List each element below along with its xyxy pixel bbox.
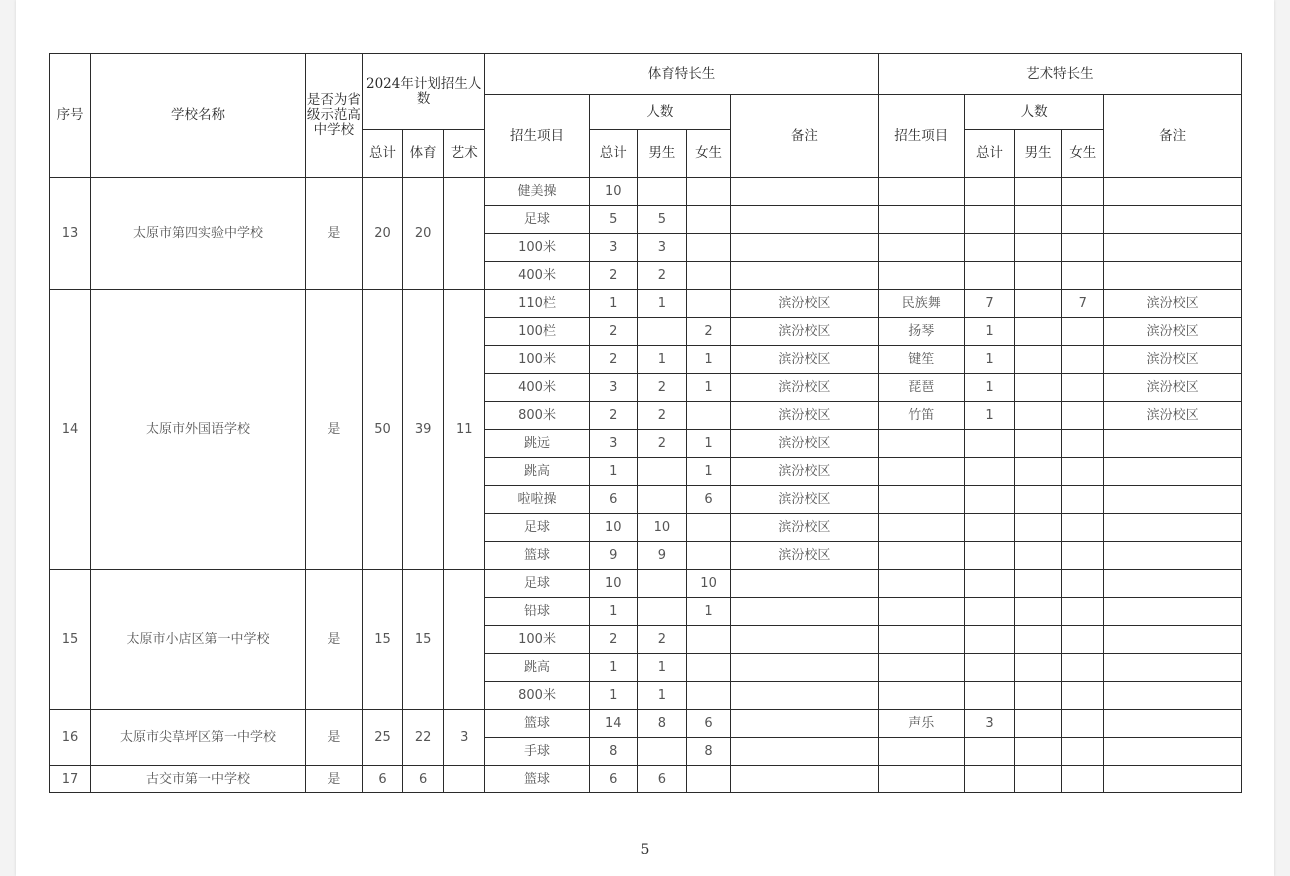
demo-school-cell: 是 [305,290,362,570]
art-project-cell [878,738,964,766]
enrollment-table [49,53,1242,793]
header-art-male: 男生 [1015,130,1062,178]
header-sport-male: 男生 [637,130,686,178]
sport-total-cell: 1 [589,682,637,710]
header-seq: 序号 [50,54,91,178]
sport-project-cell: 400米 [485,374,589,402]
sport-male-cell: 3 [637,234,686,262]
plan-sport-cell: 6 [403,766,444,793]
sport-female-cell [687,206,731,234]
art-note-cell [1104,206,1242,234]
art-female-cell [1062,738,1104,766]
art-total-cell [964,514,1014,542]
sport-total-cell: 9 [589,542,637,570]
header-sport-note: 备注 [731,95,879,178]
art-project-cell: 民族舞 [878,290,964,318]
sport-male-cell: 6 [637,766,686,793]
sport-male-cell [637,458,686,486]
art-project-cell [878,486,964,514]
sport-total-cell: 6 [589,766,637,793]
sport-project-cell: 跳远 [485,430,589,458]
art-note-cell: 滨汾校区 [1104,290,1242,318]
sport-note-cell [731,234,879,262]
plan-art-cell [444,766,485,793]
sport-note-cell [731,206,879,234]
sport-note-cell: 滨汾校区 [731,374,879,402]
sport-male-cell [637,598,686,626]
header-art-female: 女生 [1062,130,1104,178]
art-female-cell: 7 [1062,290,1104,318]
school-name-cell: 太原市第四实验中学校 [91,178,306,290]
sport-project-cell: 铅球 [485,598,589,626]
art-project-cell [878,430,964,458]
art-note-cell [1104,626,1242,654]
art-note-cell: 滨汾校区 [1104,318,1242,346]
art-male-cell [1015,654,1062,682]
sport-project-cell: 足球 [485,206,589,234]
sport-male-cell: 2 [637,626,686,654]
header-plan-sport: 体育 [403,130,444,178]
plan-sport-cell: 39 [403,290,444,570]
sport-note-cell [731,262,879,290]
art-note-cell [1104,178,1242,206]
art-note-cell: 滨汾校区 [1104,402,1242,430]
sport-note-cell [731,570,879,598]
sport-project-cell: 足球 [485,570,589,598]
art-total-cell: 1 [964,374,1014,402]
sport-total-cell: 2 [589,626,637,654]
sport-note-cell [731,598,879,626]
table-row [50,710,1242,738]
sport-total-cell: 2 [589,318,637,346]
art-project-cell [878,682,964,710]
art-male-cell [1015,626,1062,654]
sport-project-cell: 100米 [485,346,589,374]
sport-male-cell: 1 [637,290,686,318]
sport-female-cell [687,542,731,570]
seq-cell: 13 [50,178,91,290]
art-note-cell [1104,682,1242,710]
art-male-cell [1015,346,1062,374]
art-male-cell [1015,458,1062,486]
header-art-project: 招生项目 [878,95,964,178]
seq-cell: 16 [50,710,91,766]
art-female-cell [1062,234,1104,262]
sport-female-cell: 6 [687,710,731,738]
sport-project-cell: 健美操 [485,178,589,206]
art-total-cell: 1 [964,402,1014,430]
sport-project-cell: 100米 [485,626,589,654]
sport-note-cell: 滨汾校区 [731,346,879,374]
table-body [50,178,1242,793]
art-total-cell [964,206,1014,234]
plan-total-cell: 6 [362,766,402,793]
plan-total-cell: 25 [362,710,402,766]
art-total-cell: 1 [964,346,1014,374]
seq-cell: 15 [50,570,91,710]
sport-male-cell: 2 [637,374,686,402]
sport-female-cell [687,402,731,430]
sport-female-cell: 6 [687,486,731,514]
sport-male-cell: 8 [637,710,686,738]
sport-total-cell: 3 [589,430,637,458]
art-note-cell [1104,234,1242,262]
plan-total-cell: 15 [362,570,402,710]
art-female-cell [1062,262,1104,290]
art-male-cell [1015,430,1062,458]
art-male-cell [1015,290,1062,318]
sport-male-cell [637,178,686,206]
sport-female-cell: 1 [687,598,731,626]
art-note-cell: 滨汾校区 [1104,346,1242,374]
sport-note-cell [731,654,879,682]
art-total-cell [964,178,1014,206]
art-total-cell [964,682,1014,710]
sport-male-cell: 1 [637,346,686,374]
art-total-cell [964,598,1014,626]
art-total-cell [964,542,1014,570]
art-total-cell: 3 [964,710,1014,738]
sport-male-cell [637,318,686,346]
art-project-cell: 键笙 [878,346,964,374]
art-project-cell [878,654,964,682]
sport-total-cell: 6 [589,486,637,514]
art-male-cell [1015,738,1062,766]
sport-total-cell: 3 [589,234,637,262]
table-row [50,290,1242,318]
art-male-cell [1015,514,1062,542]
table-row [50,766,1242,793]
header-sport-project: 招生项目 [485,95,589,178]
art-total-cell: 1 [964,318,1014,346]
sport-female-cell [687,514,731,542]
plan-art-cell: 3 [444,710,485,766]
art-total-cell [964,458,1014,486]
sport-female-cell [687,290,731,318]
header-plan-art: 艺术 [444,130,485,178]
sport-note-cell [731,178,879,206]
sport-project-cell: 800米 [485,682,589,710]
header-sport-total: 总计 [589,130,637,178]
art-female-cell [1062,598,1104,626]
header-art-note: 备注 [1104,95,1242,178]
sport-total-cell: 10 [589,514,637,542]
sport-total-cell: 10 [589,178,637,206]
art-note-cell [1104,738,1242,766]
plan-art-cell: 11 [444,290,485,570]
art-project-cell [878,206,964,234]
sport-female-cell: 1 [687,346,731,374]
art-project-cell [878,570,964,598]
sport-project-cell: 400米 [485,262,589,290]
art-note-cell [1104,710,1242,738]
sport-project-cell: 篮球 [485,542,589,570]
art-male-cell [1015,766,1062,793]
sport-female-cell [687,262,731,290]
sport-total-cell: 8 [589,738,637,766]
art-female-cell [1062,486,1104,514]
art-total-cell [964,486,1014,514]
demo-school-cell: 是 [305,710,362,766]
art-male-cell [1015,570,1062,598]
sport-note-cell: 滨汾校区 [731,542,879,570]
plan-total-cell: 20 [362,178,402,290]
art-project-cell: 琵琶 [878,374,964,402]
art-female-cell [1062,514,1104,542]
art-total-cell [964,654,1014,682]
sport-total-cell: 2 [589,346,637,374]
art-total-cell: 7 [964,290,1014,318]
header-school: 学校名称 [91,54,306,178]
sport-male-cell: 2 [637,430,686,458]
art-female-cell [1062,570,1104,598]
sport-male-cell: 1 [637,682,686,710]
art-male-cell [1015,262,1062,290]
sport-male-cell: 1 [637,654,686,682]
table-row [50,178,1242,206]
sport-note-cell: 滨汾校区 [731,486,879,514]
art-project-cell: 扬琴 [878,318,964,346]
sport-project-cell: 110栏 [485,290,589,318]
sport-project-cell: 100栏 [485,318,589,346]
plan-sport-cell: 22 [403,710,444,766]
art-female-cell [1062,626,1104,654]
page-number: 5 [640,842,650,858]
sport-female-cell [687,234,731,262]
art-female-cell [1062,710,1104,738]
sport-female-cell: 1 [687,430,731,458]
sport-female-cell [687,178,731,206]
art-note-cell [1104,514,1242,542]
sport-total-cell: 14 [589,710,637,738]
art-female-cell [1062,682,1104,710]
art-male-cell [1015,598,1062,626]
art-note-cell [1104,262,1242,290]
sport-male-cell: 9 [637,542,686,570]
art-female-cell [1062,654,1104,682]
art-project-cell [878,766,964,793]
sport-note-cell: 滨汾校区 [731,318,879,346]
school-name-cell: 太原市尖草坪区第一中学校 [91,710,306,766]
demo-school-cell: 是 [305,766,362,793]
art-female-cell [1062,346,1104,374]
school-name-cell: 古交市第一中学校 [91,766,306,793]
sport-total-cell: 10 [589,570,637,598]
sport-total-cell: 2 [589,402,637,430]
art-male-cell [1015,486,1062,514]
art-total-cell [964,430,1014,458]
header-art-total: 总计 [964,130,1014,178]
sport-total-cell: 3 [589,374,637,402]
art-note-cell [1104,486,1242,514]
art-project-cell [878,626,964,654]
sport-project-cell: 啦啦操 [485,486,589,514]
table-header [50,54,1242,178]
sport-total-cell: 2 [589,262,637,290]
art-project-cell [878,514,964,542]
art-project-cell [878,598,964,626]
header-plan-2024: 2024年计划招生人数 [362,54,484,130]
header-demo-school: 是否为省级示范高中学校 [305,54,362,178]
sport-note-cell: 滨汾校区 [731,402,879,430]
seq-cell: 14 [50,290,91,570]
plan-art-cell [444,570,485,710]
sport-female-cell: 2 [687,318,731,346]
sport-male-cell [637,486,686,514]
art-note-cell [1104,430,1242,458]
art-total-cell [964,766,1014,793]
school-name-cell: 太原市外国语学校 [91,290,306,570]
art-note-cell [1104,458,1242,486]
sport-total-cell: 5 [589,206,637,234]
art-female-cell [1062,206,1104,234]
art-male-cell [1015,318,1062,346]
art-note-cell: 滨汾校区 [1104,374,1242,402]
seq-cell: 17 [50,766,91,793]
sport-total-cell: 1 [589,458,637,486]
header-sport-people: 人数 [589,95,730,130]
art-male-cell [1015,206,1062,234]
sport-project-cell: 足球 [485,514,589,542]
sport-note-cell [731,682,879,710]
art-female-cell [1062,374,1104,402]
sport-female-cell: 10 [687,570,731,598]
art-male-cell [1015,234,1062,262]
art-project-cell [878,234,964,262]
art-total-cell [964,626,1014,654]
sport-note-cell: 滨汾校区 [731,458,879,486]
school-name-cell: 太原市小店区第一中学校 [91,570,306,710]
table-row [50,570,1242,598]
sport-project-cell: 跳高 [485,654,589,682]
art-female-cell [1062,178,1104,206]
art-project-cell [878,458,964,486]
art-project-cell [878,262,964,290]
art-male-cell [1015,710,1062,738]
art-female-cell [1062,402,1104,430]
sport-male-cell [637,738,686,766]
art-total-cell [964,262,1014,290]
art-note-cell [1104,542,1242,570]
sport-note-cell: 滨汾校区 [731,290,879,318]
sport-note-cell: 滨汾校区 [731,514,879,542]
art-note-cell [1104,766,1242,793]
art-project-cell: 竹笛 [878,402,964,430]
sport-project-cell: 篮球 [485,766,589,793]
sport-note-cell [731,626,879,654]
plan-total-cell: 50 [362,290,402,570]
art-total-cell [964,570,1014,598]
art-male-cell [1015,178,1062,206]
sport-note-cell [731,766,879,793]
art-male-cell [1015,402,1062,430]
sport-female-cell: 1 [687,374,731,402]
sport-project-cell: 800米 [485,402,589,430]
sport-male-cell: 10 [637,514,686,542]
sport-project-cell: 手球 [485,738,589,766]
art-project-cell: 声乐 [878,710,964,738]
sport-total-cell: 1 [589,598,637,626]
header-sport-female: 女生 [687,130,731,178]
art-note-cell [1104,598,1242,626]
art-total-cell [964,738,1014,766]
sport-note-cell: 滨汾校区 [731,430,879,458]
sport-project-cell: 跳高 [485,458,589,486]
sport-male-cell: 2 [637,402,686,430]
art-note-cell [1104,570,1242,598]
art-male-cell [1015,374,1062,402]
art-female-cell [1062,318,1104,346]
art-female-cell [1062,542,1104,570]
plan-art-cell [444,178,485,290]
demo-school-cell: 是 [305,570,362,710]
sport-female-cell: 1 [687,458,731,486]
sport-female-cell: 8 [687,738,731,766]
plan-sport-cell: 15 [403,570,444,710]
art-project-cell [878,178,964,206]
art-female-cell [1062,430,1104,458]
sport-male-cell [637,570,686,598]
plan-sport-cell: 20 [403,178,444,290]
art-note-cell [1104,654,1242,682]
art-project-cell [878,542,964,570]
art-total-cell [964,234,1014,262]
sport-note-cell [731,710,879,738]
sport-male-cell: 2 [637,262,686,290]
art-male-cell [1015,682,1062,710]
sport-project-cell: 篮球 [485,710,589,738]
header-sport-group: 体育特长生 [485,54,878,95]
sport-note-cell [731,738,879,766]
sport-female-cell [687,766,731,793]
sport-female-cell [687,626,731,654]
demo-school-cell: 是 [305,178,362,290]
art-female-cell [1062,766,1104,793]
art-male-cell [1015,542,1062,570]
header-art-people: 人数 [964,95,1103,130]
art-female-cell [1062,458,1104,486]
sport-project-cell: 100米 [485,234,589,262]
sport-male-cell: 5 [637,206,686,234]
sport-female-cell [687,654,731,682]
header-art-group: 艺术特长生 [878,54,1241,95]
header-plan-total: 总计 [362,130,402,178]
sport-female-cell [687,682,731,710]
sport-total-cell: 1 [589,654,637,682]
sport-total-cell: 1 [589,290,637,318]
